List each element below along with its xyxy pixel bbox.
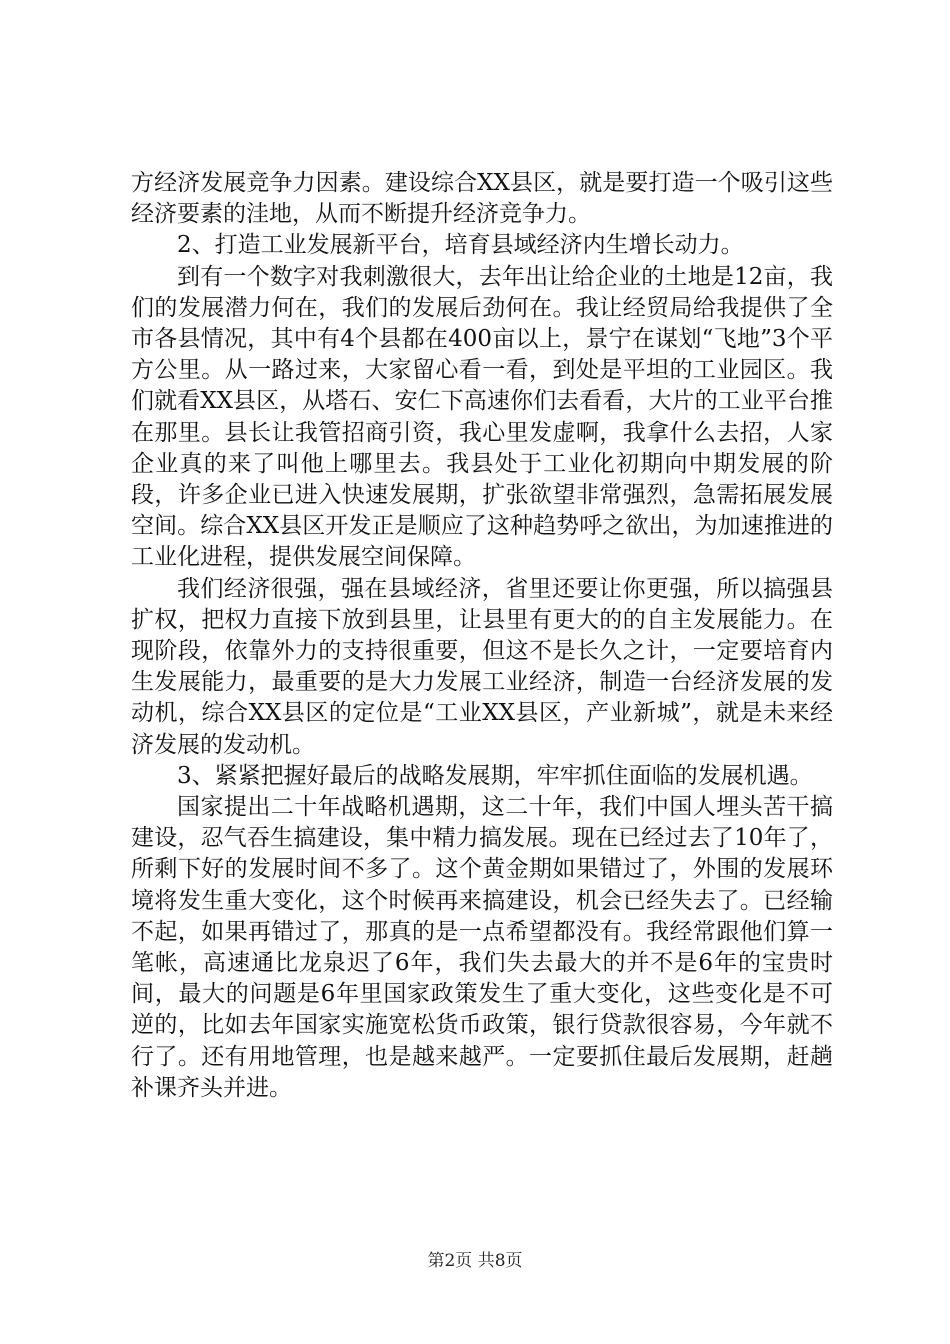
page-number-footer: 第2页 共8页: [427, 1251, 523, 1271]
paragraph: 我们经济很强，强在县域经济，省里还要让你更强，所以搞强县扩权，把权力直接下放到县里，让县里有更大的的自主发展能力。在现阶段，依靠外力的支持很重要，但这不是长久之计，一定要培育内生发展能力，最重要的是大力发展工业经济，制造一台经济发展的发动机，综合XX县区的定位是“工业XX县区，产业新城”，就是未来经济发展的发动机。: [131, 575, 833, 758]
paragraph: 到有一个数字对我刺激很大，去年出让给企业的土地是12亩，我们的发展潜力何在，我们的发展后劲何在。我让经贸局给我提供了全市各县情况，其中有4个县都在400亩以上，景宁在谋划“飞地”3个平方公里。从一路过来，大家留心看一看，到处是平坦的工业园区。我们就看XX县区，从塔石、安仁下高速你们去看看，大片的工业平台推在那里。县长让我管招商引资，我心里发虚啊，我拿什么去招，人家企业真的来了叫他上哪里去。我县处于工业化初期向中期发展的阶段，许多企业已进入快速发展期，扩张欲望非常强烈，急需拓展发展空间。综合XX县区开发正是顺应了这种趋势呼之欲出，为加速推进的工业化进程，提供发展空间保障。: [131, 263, 833, 571]
section-heading-2: 2、打造工业发展新平台，培育县域经济内生增长动力。: [177, 232, 744, 259]
paragraph-continuation: 方经济发展竞争力因素。建设综合XX县区，就是要打造一个吸引这些经济要素的洼地，从而不断提升经济竞争力。: [131, 170, 833, 228]
paragraph: 国家提出二十年战略机遇期，这二十年，我们中国人埋头苦干搞建设，忍气吞生搞建设，集中精力搞发展。现在已经过去了10年了，所剩下好的发展时间不多了。这个黄金期如果错过了，外围的发展环境将发生重大变化，这个时候再来搞建设，机会已经失去了。已经输不起，如果再错过了，那真的是一点希望都没有。我经常跟他们算一笔帐，高速通比龙泉迟了6年，我们失去最大的并不是6年的宝贵时间，最大的问题是6年里国家政策发生了重大变化，这些变化是不可逆的，比如去年国家实施宽松货币政策，银行贷款很容易，今年就不行了。还有用地管理，也是越来越严。一定要抓住最后发展期，赶趟补课齐头并进。: [131, 794, 833, 1101]
document-body: [131, 168, 833, 1104]
section-heading-3: 3、紧紧把握好最后的战略发展期，牢牢抓住面临的发展机遇。: [177, 762, 813, 789]
